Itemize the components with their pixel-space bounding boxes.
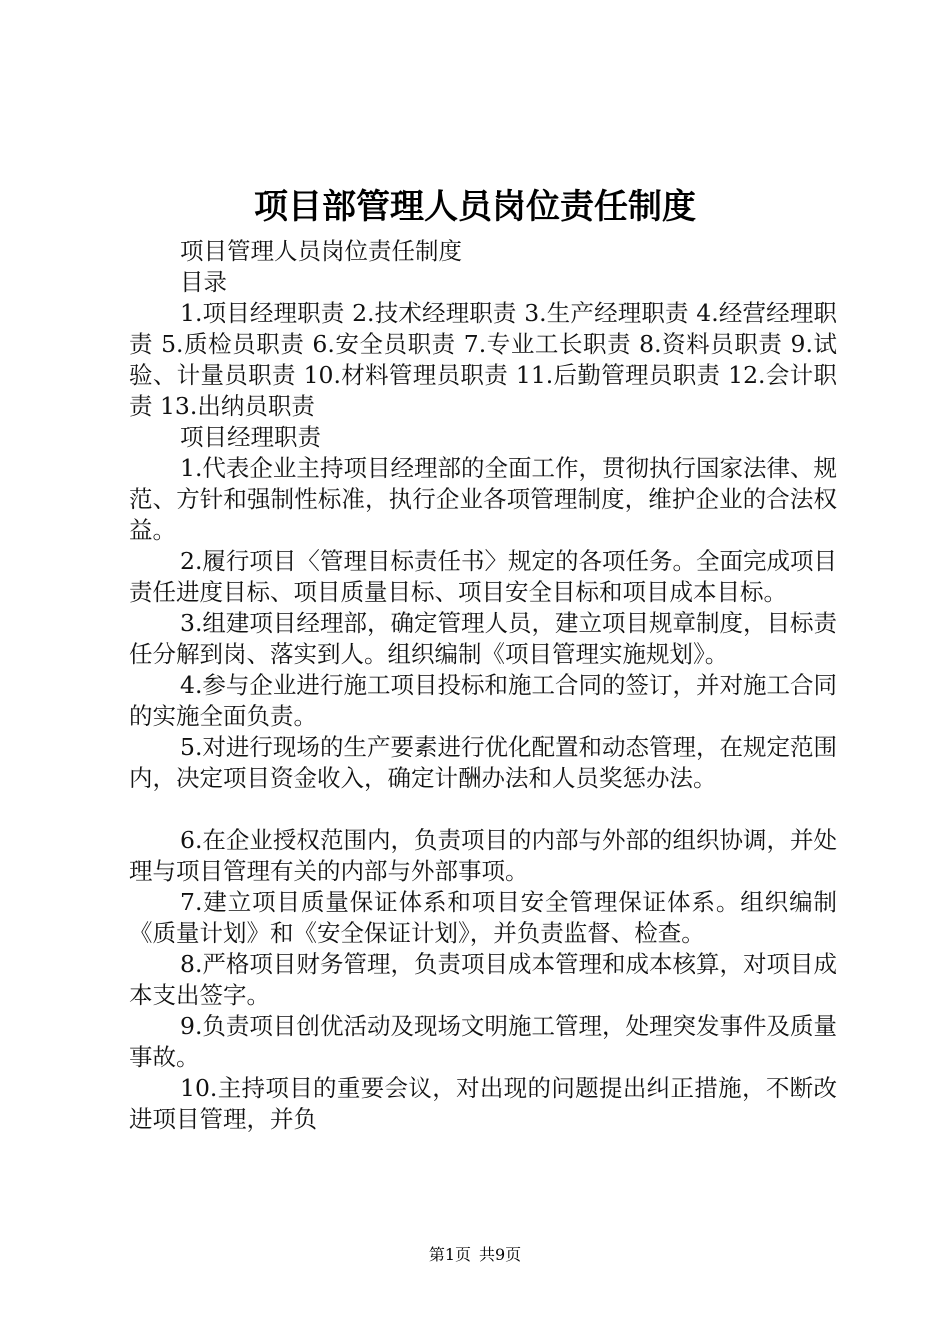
paragraph-duty-8: 8.严格项目财务管理，负责项目成本管理和成本核算，对项目成本支出签字。 [129, 950, 837, 1009]
page-total: 共9页 [479, 1245, 522, 1264]
paragraph-duty-5: 5.对进行现场的生产要素进行优化配置和动态管理，在规定范围内，决定项目资金收入，确定计酬办法和人员奖惩办法。 [129, 733, 837, 792]
paragraph-toc-list: 1.项目经理职责 2.技术经理职责 3.生产经理职责 4.经营经理职责 5.质检员职责 6.安全员职责 7.专业工长职责 8.资料员职责 9.试验、计量员职责 10.材料管理员职责 11.后勤管理员职责 12.会计职责 13.出纳员职责 [129, 299, 837, 420]
paragraph-toc-heading: 目录 [180, 268, 227, 296]
document-body [129, 236, 837, 1135]
paragraph-duty-1: 1.代表企业主持项目经理部的全面工作，贯彻执行国家法律、规范、方针和强制性标准，执行企业各项管理制度，维护企业的合法权益。 [129, 454, 837, 544]
paragraph-duty-2: 2.履行项目〈管理目标责任书〉规定的各项任务。全面完成项目责任进度目标、项目质量目标、项目安全目标和项目成本目标。 [129, 547, 837, 606]
paragraph-subtitle: 项目管理人员岗位责任制度 [180, 237, 462, 265]
page-number: 第1页 [428, 1245, 471, 1264]
paragraph-duty-9: 9.负责项目创优活动及现场文明施工管理，处理突发事件及质量事故。 [129, 1012, 837, 1071]
paragraph-duty-10: 10.主持项目的重要会议，对出现的问题提出纠正措施，不断改进项目管理，并负 [129, 1074, 837, 1133]
page-footer [0, 1242, 950, 1265]
paragraph-duty-4: 4.参与企业进行施工项目投标和施工合同的签订，并对施工合同的实施全面负责。 [129, 671, 837, 730]
paragraph-duty-7: 7.建立项目质量保证体系和项目安全管理保证体系。组织编制《质量计划》和《安全保证计划》，并负责监督、检查。 [129, 888, 837, 947]
paragraph-section-heading: 项目经理职责 [180, 423, 321, 451]
paragraph-duty-6: 6.在企业授权范围内，负责项目的内部与外部的组织协调，并处理与项目管理有关的内部与外部事项。 [129, 826, 837, 885]
blank-line [129, 794, 837, 825]
paragraph-duty-3: 3.组建项目经理部，确定管理人员，建立项目规章制度，目标责任分解到岗、落实到人。组织编制《项目管理实施规划》。 [129, 609, 837, 668]
document-title: 项目部管理人员岗位责任制度 [254, 187, 696, 227]
